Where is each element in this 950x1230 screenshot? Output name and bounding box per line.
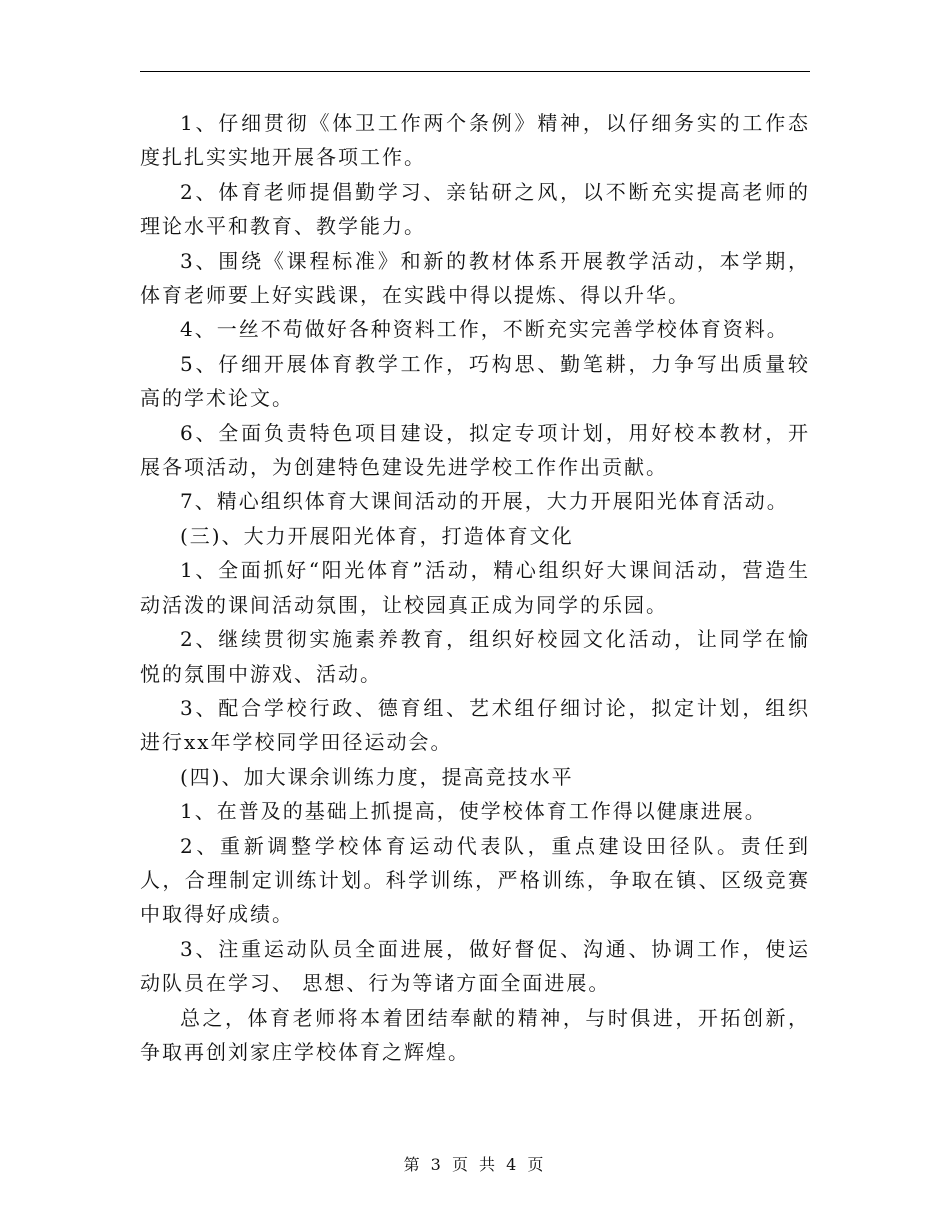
paragraph: 3、配合学校行政、德育组、艺术组仔细讨论，拟定计划，组织进行xx年学校同学田径运动会。 bbox=[140, 695, 810, 755]
paragraph: 4、一丝不苟做好各种资料工作，不断充实完善学校体育资料。 bbox=[180, 317, 789, 342]
section-heading: (四)、加大课余训练力度，提高竞技水平 bbox=[180, 764, 574, 789]
paragraph: 1、仔细贯彻《体卫工作两个条例》精神，以仔细务实的工作态度扎扎实实地开展各项工作。 bbox=[140, 111, 810, 170]
paragraph: 1、全面抓好“阳光体育”活动，精心组织好大课间活动，营造生动活泼的课间活动氛围，让校园真正成为同学的乐园。 bbox=[140, 558, 810, 617]
paragraph: 总之，体育老师将本着团结奉献的精神，与时俱进，开拓创新，争取再创刘家庄学校体育之辉煌。 bbox=[140, 1005, 810, 1064]
paragraph: 5、仔细开展体育教学工作，巧构思、勤笔耕，力争写出质量较高的学术论文。 bbox=[140, 351, 810, 411]
section-heading: (三)、大力开展阳光体育，打造体育文化 bbox=[180, 523, 574, 548]
paragraph: 1、在普及的基础上抓提高，使学校体育工作得以健康进展。 bbox=[180, 799, 767, 824]
page-number-footer: 第 3 页 共 4 页 bbox=[403, 1155, 547, 1174]
paragraph: 6、全面负责特色项目建设，拟定专项计划，用好校本教材，开展各项活动，为创建特色建设先进学校工作作出贡献。 bbox=[140, 420, 810, 480]
paragraph: 2、体育老师提倡勤学习、亲钻研之风，以不断充实提高老师的理论水平和教育、教学能力。 bbox=[140, 179, 810, 239]
paragraph: 3、注重运动队员全面进展，做好督促、沟通、协调工作，使运动队员在学习、 思想、行为等诸方面全面进展。 bbox=[140, 936, 810, 996]
paragraph: 2、重新调整学校体育运动代表队，重点建设田径队。责任到人，合理制定训练计划。科学训练，严格训练，争取在镇、区级竞赛中取得好成绩。 bbox=[140, 833, 810, 927]
header-rule bbox=[140, 71, 810, 72]
paragraph: 7、精心组织体育大课间活动的开展，大力开展阳光体育活动。 bbox=[180, 489, 789, 514]
paragraph: 3、围绕《课程标准》和新的教材体系开展教学活动，本学期，体育老师要上好实践课，在实践中得以提炼、得以升华。 bbox=[140, 248, 810, 308]
document-body bbox=[140, 106, 810, 1069]
paragraph: 2、继续贯彻实施素养教育，组织好校园文化活动，让同学在愉悦的氛围中游戏、活动。 bbox=[140, 627, 810, 686]
